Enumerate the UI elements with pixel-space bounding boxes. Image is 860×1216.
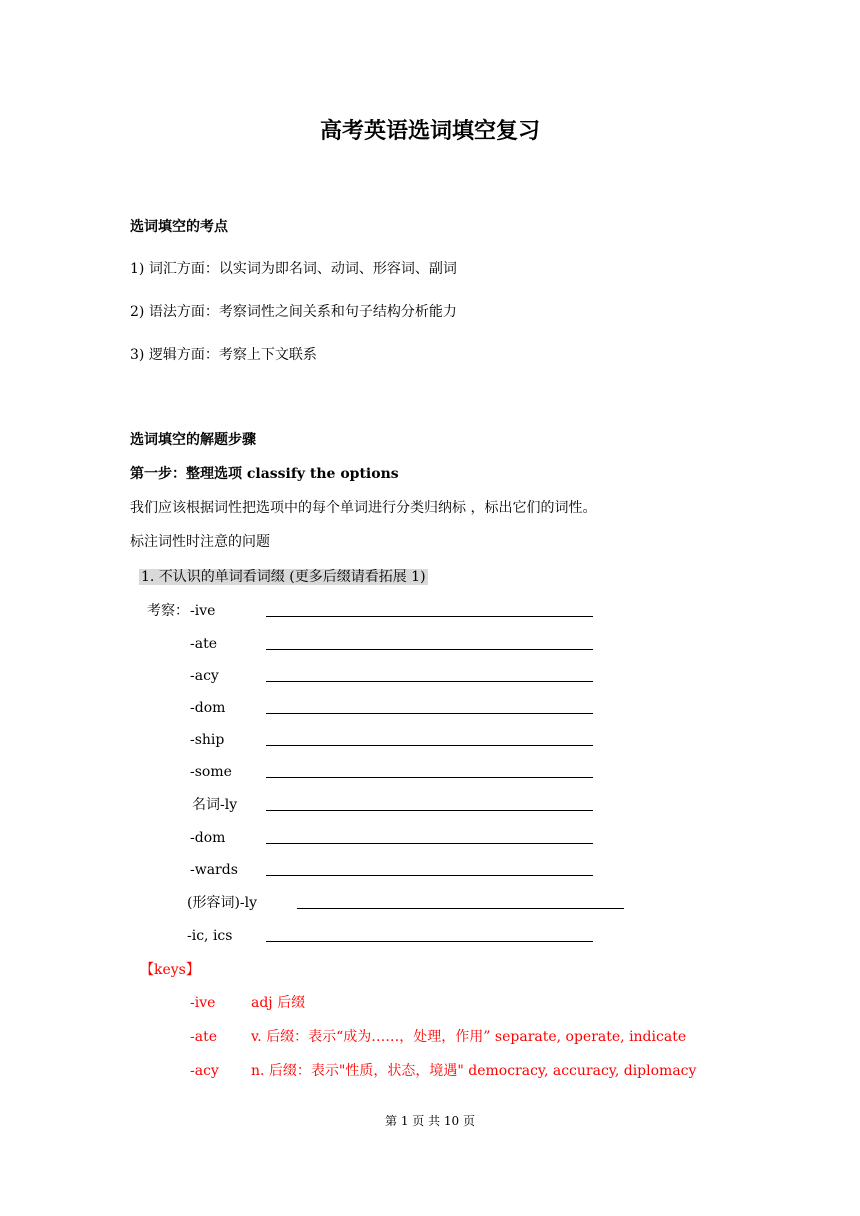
suffix-label: -some — [190, 764, 232, 780]
suffix-label: -dom — [190, 830, 226, 846]
key-description: n. 后缀：表示"性质，状态，境遇" democracy, accuracy, diplomacy — [251, 1063, 697, 1079]
answer-blank[interactable] — [266, 745, 593, 746]
key-description: v. 后缀：表示“成为……，处理，作用” separate, operate, indicate — [251, 1029, 687, 1045]
key-description: adj 后缀 — [251, 995, 306, 1011]
key-suffix: -ate — [190, 1029, 217, 1045]
suffix-label: (形容词)-ly — [187, 895, 258, 911]
answer-blank[interactable] — [266, 616, 593, 617]
suffix-label: -wards — [190, 862, 238, 878]
practice-label: 考察： — [147, 603, 189, 619]
key-suffix: -ive — [190, 995, 216, 1011]
suffix-label: -acy — [190, 668, 219, 684]
step-one-paragraph: 我们应该根据词性把选项中的每个单词进行分类归纳标 ，标出它们的词性。 — [130, 500, 597, 516]
answer-blank[interactable] — [266, 843, 593, 844]
notes-paragraph: 标注词性时注意的问题 — [130, 534, 270, 550]
answer-blank[interactable] — [266, 649, 593, 650]
item-1-heading — [139, 567, 428, 587]
answer-blank[interactable] — [266, 681, 593, 682]
suffix-label: -ship — [190, 732, 225, 748]
suffix-label: -dom — [190, 700, 226, 716]
document-title: 高考英语选词填空复习 — [319, 118, 540, 144]
answer-blank[interactable] — [266, 875, 593, 876]
item-1-highlight: 1. 不认识的单词看词缀 (更多后缀请看拓展 1) — [141, 569, 426, 585]
answer-blank[interactable] — [266, 713, 593, 714]
page-footer: 第 1 页 共 10 页 — [385, 1114, 475, 1128]
answer-blank[interactable] — [266, 941, 593, 942]
suffix-label: -ive — [190, 603, 216, 619]
step-one-heading: 第一步：整理选项 classify the options — [130, 466, 399, 482]
exam-point-2: 2) 语法方面：考察词性之间关系和句子结构分析能力 — [130, 304, 457, 320]
exam-point-3: 3) 逻辑方面：考察上下文联系 — [130, 347, 317, 363]
key-suffix: -acy — [190, 1063, 219, 1079]
keys-label: 【keys】 — [140, 962, 200, 978]
answer-blank[interactable] — [297, 908, 624, 909]
answer-blank[interactable] — [266, 777, 593, 778]
suffix-label: -ate — [190, 636, 217, 652]
exam-point-1: 1) 词汇方面：以实词为即名词、动词、形容词、副词 — [130, 261, 457, 277]
section-heading-steps: 选词填空的解题步骤 — [130, 432, 256, 448]
section-heading-exam-points: 选词填空的考点 — [130, 219, 228, 235]
answer-blank[interactable] — [266, 810, 593, 811]
suffix-label: 名词-ly — [192, 797, 238, 813]
suffix-label: -ic, ics — [187, 928, 233, 944]
